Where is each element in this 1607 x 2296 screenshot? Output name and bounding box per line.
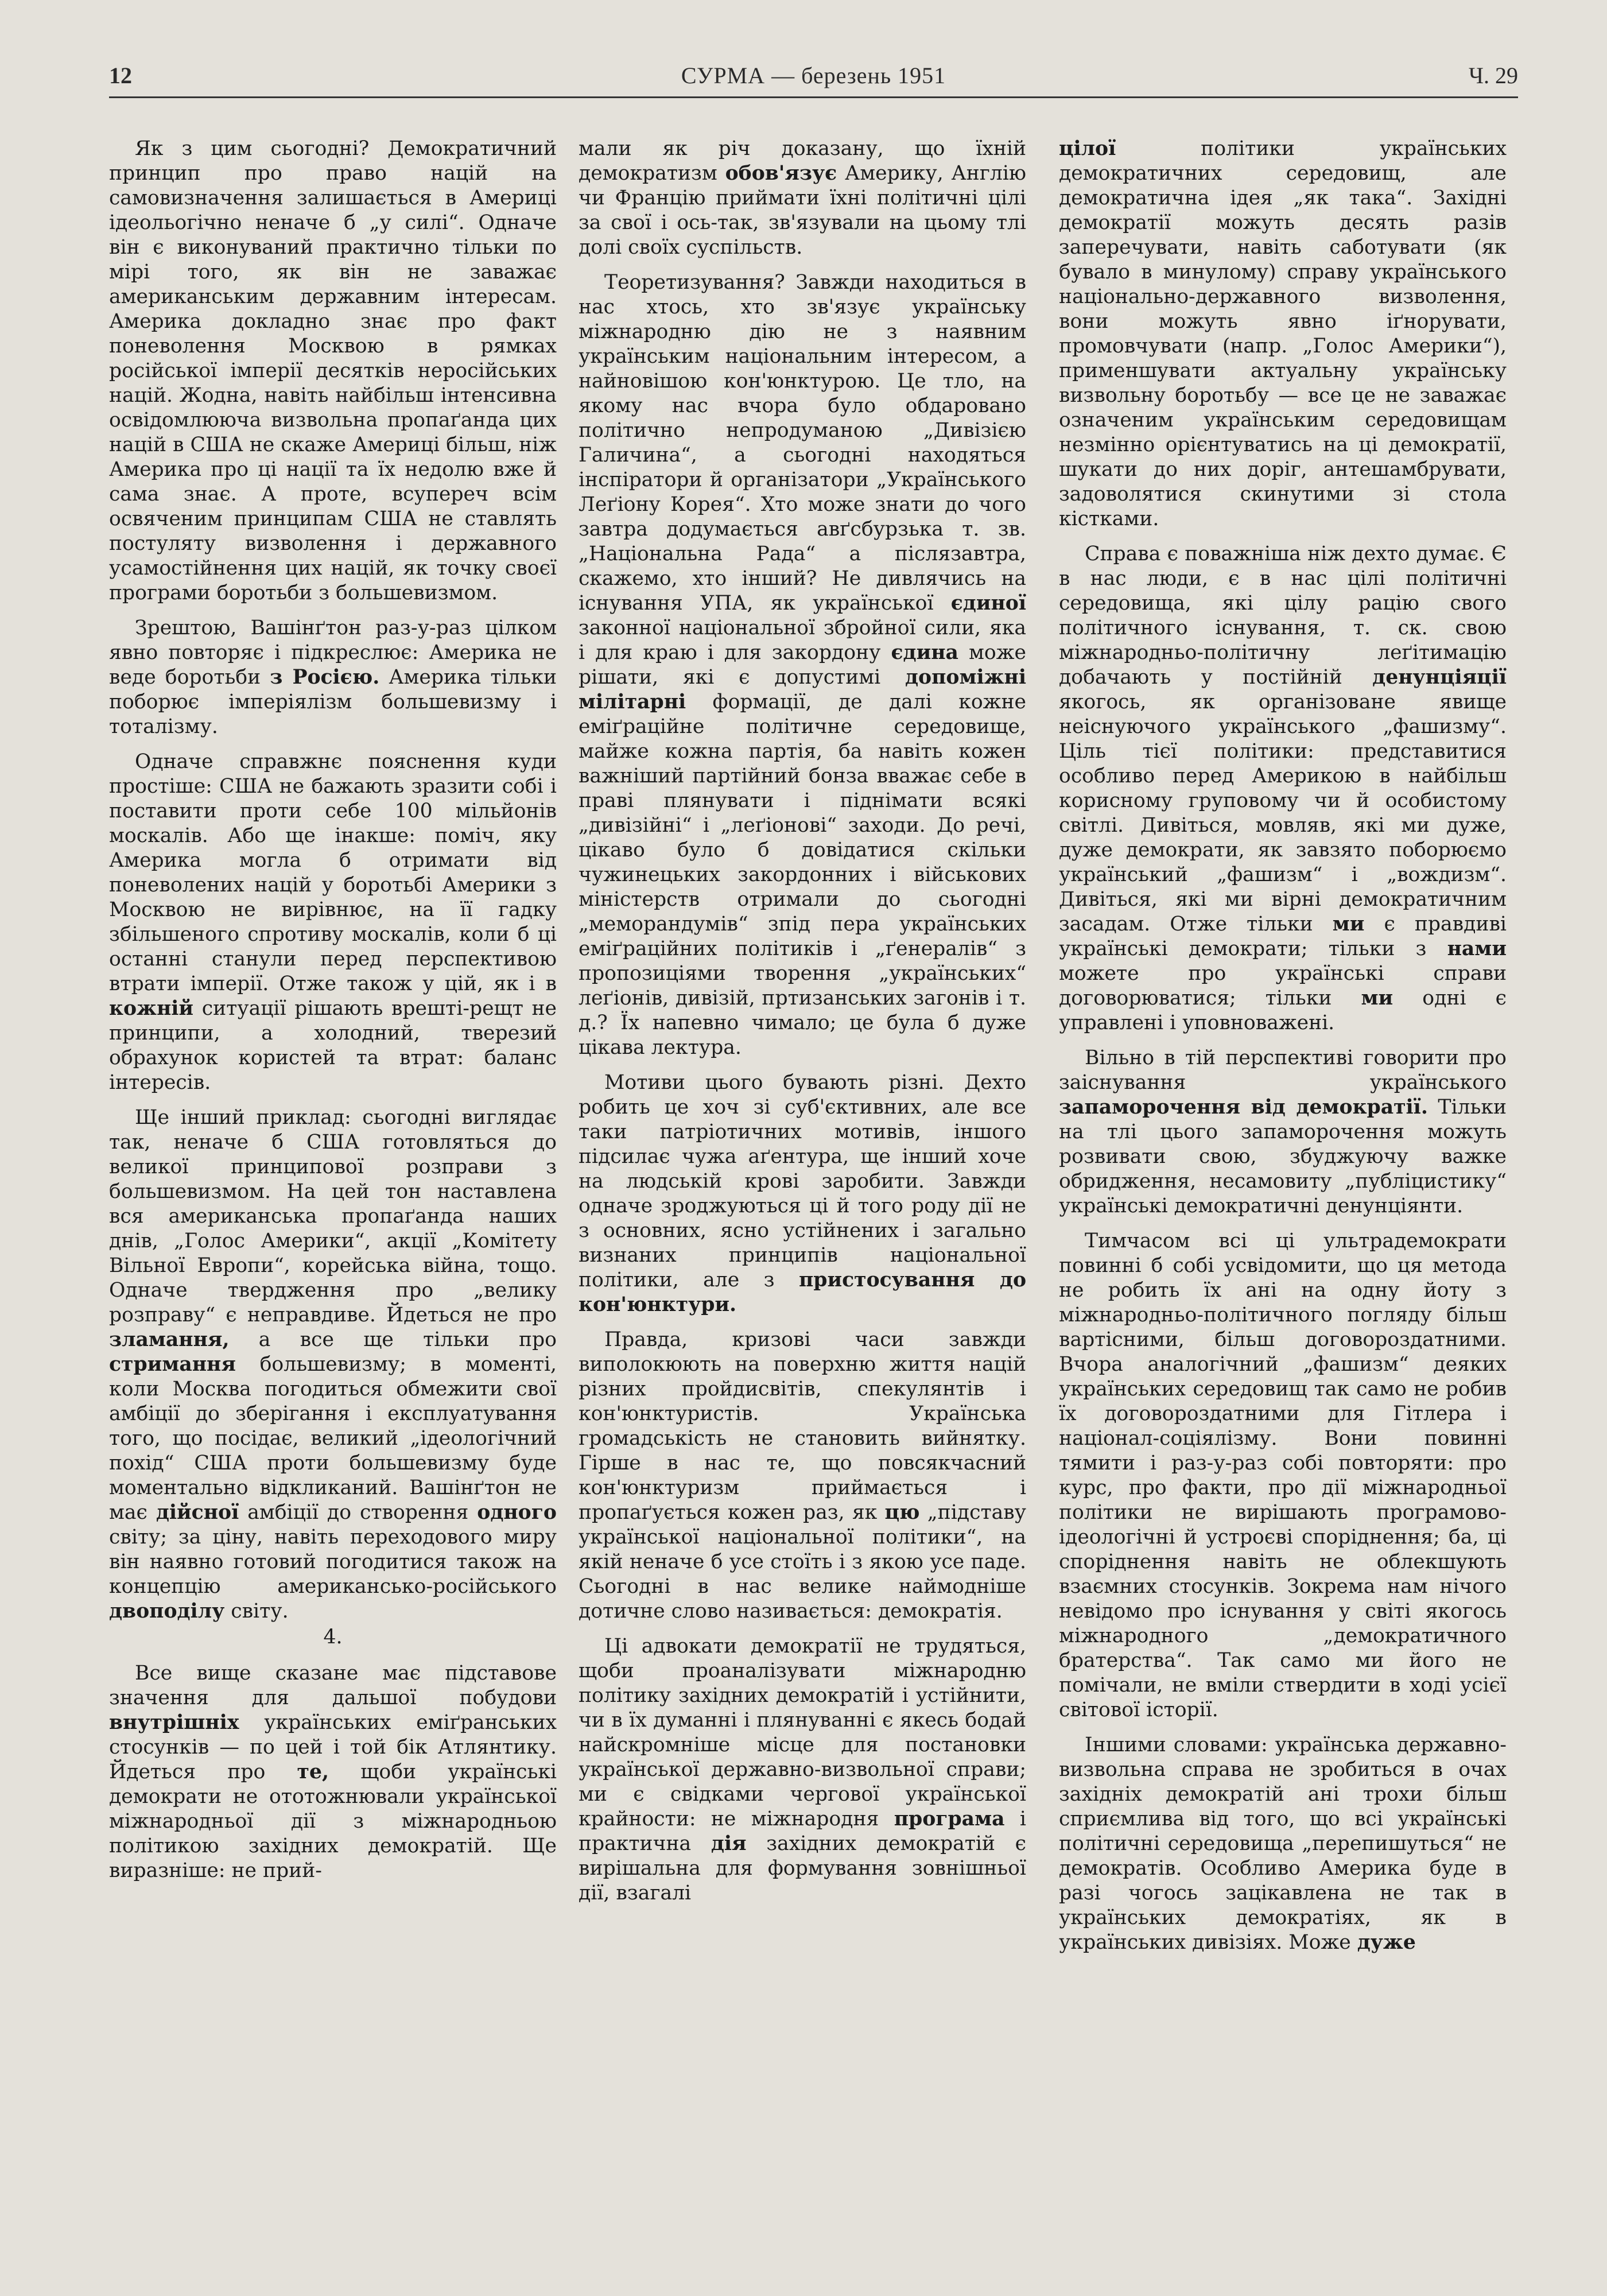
paragraph: Вільно в тій перспективі говорити про заіснування українського запаморочення від демократії. Тільки на тлі цього запаморочення можуть розвивати свою, збуджуючу важке обридження, несамовиту „публіцистику“ українські демократичні денунціянти. <box>1059 1046 1507 1217</box>
emphasized-text: цілої <box>1059 137 1116 160</box>
paragraph: Тимчасом всі ці ультрадемократи повинні б собі усвідомити, що ця метода не робить їх ані на одну йоту з міжнародньо-політичного погляду більш вартісними, більш договороздатними. Вчора аналогічний „фашизм“ деяких українських середовищ так само не робив їх договороздатними для Гітлера і націонал-соціялізму. Вони повинні тямити і раз-у-раз собі повторяти: про курс, про факти, про дії міжнародньої політики не вирішають програмово-ідеологічні й устроєві споріднення; ба, ці споріднення навіть не облекшують взаємних стосунків. Зокрема нам нічого невідомо про існування у світі якогось міжнародного „демократичного братерства“. Так само ми його не помічали, не вміли ствердити в ході усієї світової історії. <box>1059 1230 1507 1721</box>
emphasized-text: ми <box>1332 913 1365 936</box>
emphasized-text: запаморочення від демократії. <box>1059 1096 1428 1119</box>
paragraph: Одначе справжнє пояснення куди простіше: США не бажають зразити собі і поставити проти себе 100 мільйонів москалів. Або ще інакше: поміч, яку Америка могла б отримати від поневолених націй у боротьбі Америки з Москвою не вирівнює, на її гадку збільшеного спротиву москалів, коли б ці останні станули перед перспективою втрати імперії. Отже також у цій, як і в кожній ситуації рішають врешті-рещт не принципи, а холодний, тверезий обрахунок користей та втрат: баланс інтересів. <box>109 750 557 1094</box>
emphasized-text: дійсної <box>156 1501 239 1524</box>
paragraph: Правда, кризові часи завжди виполокюють на поверхню життя націй різних пройдисвітів, спекулянтів і кон'юнктуристів. Українська громадськість не становить вийнятку. Гірше в нас те, що повсякчасний кон'юнктуризм приймається і пропаґується кожен раз, як цю „підставу української національної політики“, на якій неначе б усе стоїть і з якою усе паде. Сьогодні в нас велике наймодніше дотичне слово називається: демократія. <box>579 1328 1026 1623</box>
running-header <box>109 57 1518 98</box>
section-number: 4. <box>323 1626 343 1649</box>
emphasized-text: дія <box>711 1832 747 1855</box>
emphasized-text: те, <box>297 1760 329 1783</box>
paragraph: цілої політики українських демократичних середовищ, але демократична ідея „як така“. Західні демократії можуть десять разів заперечувати, навіть саботувати (як бувало в минулому) справу українського національно-державного визволення, вони можуть явно іґнорувати, промовчувати (напр. „Голос Америки“), применшувати актуальну українську визвольну боротьбу — все це не заважає означеним українським середовищам незмінно орієнтуватись на ці демократії, шукати до них доріг, антешамбрувати, задоволятися скинутими зі стола кістками. <box>1059 137 1507 530</box>
paragraph: Ці адвокати демократії не трудяться, щоби проаналізувати міжнародню політику західних демократій і устійнити, чи в їх думанні і плянуванні є якесь бодай найскромніше місце для постановки української державно-визвольної справи; ми є свідками чергової української крайности: не міжнародня програма і практична дія західних демократій є вирішальна для формування зовнішньої дії, взагалі <box>579 1635 1026 1905</box>
emphasized-text: двоподілу <box>109 1600 225 1623</box>
emphasized-text: кожній <box>109 997 194 1020</box>
paragraph: Іншими словами: українська державно-визвольна справа не зробиться в очах західніх демократій ані трохи більш сприємлива від того, що всі українські політичні середовища „перепишуться“ не демократів. Особливо Америка буде в разі чогось зацікавлена не так в українських демократіях, як в українських дивізіях. Може дуже <box>1059 1733 1507 1954</box>
emphasized-text: стримання <box>109 1353 236 1376</box>
paragraph: Справа є поважніша ніж дехто думає. Є в нас люди, є в нас цілі політичні середовища, які цілу рацію свого політичного існування, т. ск. свою міжнародньо-політичну леґітимацію добачають у постійній денунціяції якогось, як організоване явище неіснуючого українського „фашизму“. Ціль тієї політики: представитися особливо перед Америкою в найбільш корисному груповому чи й особистому світлі. Дивіться, мовляв, які ми дуже, дуже демократи, як завзято поборюємо український „фашизм“ і „вождизм“. Дивіться, які ми вірні демократичним засадам. Отже тільки ми є правдиві українські демократи; тільки з нами можете про українські справи договорюватися; тільки ми одні є управлені і уповноважені. <box>1059 542 1507 1034</box>
paragraph: Все вище сказане має підставове значення для дальшої побудови внутрішніх українських еміґранських стосунків — по цей і той бік Атлянтику. Йдеться про те, щоби українські демократи не ототожнювали української міжнародньої дії з міжнародньою політикою західних демократій. Ще виразніше: не прий- <box>109 1662 557 1882</box>
emphasized-text: програма <box>894 1808 1005 1830</box>
paragraph: Ще інший приклад: сьогодні виглядає так, неначе б США готовляться до великої принципової розправи з большевизмом. На цей тон наставлена вся американська пропаґанда наших днів, „Голос Америки“, акції „Комітету Вільної Европи“, корейська війна, тощо. Одначе твердження про „велику розправу“ є неправдиве. Йдеться не про зламання, а все ще тільки про стримання большевизму; в моменті, коли Москва погодиться обмежити свої амбіції до зберігання і експлуатування того, що посідає, великий „ідеологічний похід“ США проти большевизму буде моментально відкликаний. Вашінґтон не має дійсної амбіції до створення одного світу; за ціну, навіть переходового миру він наявно готовий погодитися також на концепцію американсько-російського двоподілу світу. <box>109 1106 557 1623</box>
header-title: СУРМА — березень 1951 <box>681 63 946 88</box>
emphasized-text: обов'язує <box>725 162 837 185</box>
text-column-1 <box>109 137 557 2260</box>
paragraph: Як з цим сьогодні? Демократичний принцип про право націй на самовизначення залишається в Америці ідеольогічно неначе б „у силі“. Одначе він є виконуваний практично тільки по мірі того, як він не заважає американським державним інтересам. Америка докладно знає про факт поневолення Москвою в рямках російської імперії десятків неросійських націй. Жодна, навіть найбільш інтенсивна освідомлююча визвольна пропаґанда цих націй в США не скаже Америці більш, ніж Америка про ці нації та їх недолю вже й сама знає. А проте, всупереч всім освяченим принципам США не ставлять постуляту визволення і державного усамостійнення цих націй, як точку своєї програми боротьби з большевизмом. <box>109 137 557 604</box>
text-column-2 <box>579 137 1026 2260</box>
paragraph: мали як річ доказану, що їхній демократизм обов'язує Америку, Англію чи Францію приймати їхні політичні цілі за свої і ось-так, зв'язували на цьому тлі долі своїх суспільств. <box>579 137 1026 259</box>
emphasized-text: денунціяції <box>1372 666 1507 689</box>
emphasized-text: зламання, <box>109 1328 230 1351</box>
part-number: Ч. 29 <box>1469 63 1518 88</box>
emphasized-text: цю <box>884 1501 920 1524</box>
header-rule <box>109 96 1518 98</box>
emphasized-text: одного <box>477 1501 557 1524</box>
emphasized-text: нами <box>1447 937 1507 960</box>
paragraph: Зрештою, Вашінґтон раз-у-раз цілком явно повторяє і підкреслює: Америка не веде боротьби з Росією. Америка тільки поборює імперіялізм большевизму і тоталізму. <box>109 616 557 738</box>
emphasized-text: з Росією. <box>270 666 380 689</box>
emphasized-text: дуже <box>1357 1931 1416 1954</box>
page-number: 12 <box>109 63 132 88</box>
text-column-3 <box>1059 137 1507 2260</box>
emphasized-text: ми <box>1361 987 1393 1010</box>
emphasized-text: єдиної <box>950 592 1026 615</box>
paragraph: Мотиви цього бувають різні. Дехто робить це хоч зі суб'єктивних, але все таки патріотичних мотивів, іншого підсилає чужа аґентура, ще інший хоче на людській крові заробити. Завжди одначе зроджуються ці й того роду дії не з основних, ясно устійнених і загально визнаних принципів національної політики, але з пристосування до кон'юнктури. <box>579 1071 1026 1316</box>
emphasized-text: пристосування до кон'юнктури. <box>579 1269 1026 1316</box>
emphasized-text: внутрішніх <box>109 1711 239 1734</box>
emphasized-text: допоміжні мілітарні <box>579 666 1026 713</box>
emphasized-text: єдина <box>891 641 958 664</box>
paragraph: Теоретизування? Завжди находиться в нас хтось, хто зв'язує українську міжнародню дію не з наявним українським національним інтересом, а найновішою кон'юнктурою. Це тло, на якому нас вчора було обдаровано політично непродуманою „Дивізією Галичина“, а сьогодні находяться інспіратори й організатори „Українського Леґіону Корея“. Хто може знати до чого завтра додумається авґсбурзька т. зв. „Національна Рада“ а післязавтра, скажемо, хто інший? Не дивлячись на існування УПА, як української єдиної законної національної збройної сили, яка і для краю і для закордону єдина може рішати, які є допустимі допоміжні мілітарні формації, де далі кожне еміґраційне політичне середовище, майже кожна партія, ба навіть кожен важніший партійний бонза вважає себе в праві плянувати і піднімати всякі „дивізійні“ і „леґіонові“ заходи. До речі, цікаво було б довідатися скільки чужинецьких закордонних і військових міністерств отримали до сьогодні „меморандумів“ зпід пера українських еміґраційних політиків і „ґенералів“ з пропозиціями творення „українських“ леґіонів, дивізій, пртизанських загонів і т. д.? Їх напевно чимало; це була б дуже цікава лектура. <box>579 271 1026 1059</box>
